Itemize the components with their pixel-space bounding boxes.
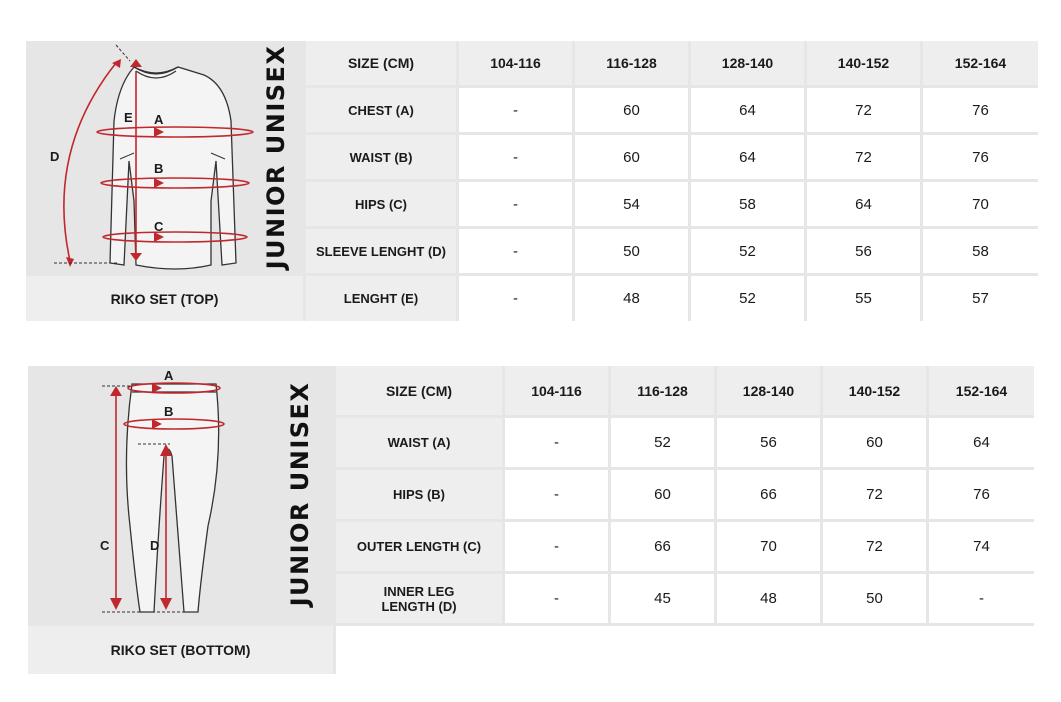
- bottom-header-size-3: 128-140: [717, 366, 820, 415]
- bottom-cell: 66: [717, 470, 820, 519]
- diagram-label-c: C: [100, 538, 110, 553]
- bottom-cell: 72: [823, 470, 926, 519]
- top-cell: 55: [807, 276, 920, 321]
- bottom-cell: 48: [717, 574, 820, 623]
- top-diagram-area: [26, 41, 303, 273]
- top-cell: 58: [923, 229, 1038, 273]
- diagram-label-c: C: [154, 219, 164, 234]
- bottom-cell: 70: [717, 522, 820, 571]
- top-cell: -: [459, 182, 572, 226]
- top-header-size-4: 140-152: [807, 41, 920, 85]
- bottom-cell: 72: [823, 522, 926, 571]
- bottom-cell: -: [505, 470, 608, 519]
- top-cell: 60: [575, 88, 688, 132]
- top-cell: -: [459, 229, 572, 273]
- bottom-diagram-area: [28, 366, 333, 621]
- bottom-cell: 52: [611, 418, 714, 467]
- top-row-label: WAIST (B): [306, 135, 456, 179]
- top-cell: -: [459, 276, 572, 321]
- diagram-label-d: D: [150, 538, 160, 553]
- bottom-row-label: WAIST (A): [336, 418, 502, 467]
- diagram-label-b: B: [154, 161, 164, 176]
- bottom-cell: 45: [611, 574, 714, 623]
- bottom-cell: 64: [929, 418, 1034, 467]
- diagram-label-e: E: [124, 110, 133, 125]
- top-header-size-2: 116-128: [575, 41, 688, 85]
- bottom-header-size: SIZE (CM): [336, 366, 502, 415]
- top-set-name: RIKO SET (TOP): [26, 276, 303, 321]
- top-cell: 52: [691, 229, 804, 273]
- top-row-label: LENGHT (E): [306, 276, 456, 321]
- bottom-header-size-4: 140-152: [823, 366, 926, 415]
- top-header-size-5: 152-164: [923, 41, 1038, 85]
- top-cell: 72: [807, 135, 920, 179]
- top-cell: 70: [923, 182, 1038, 226]
- diagram-label-a: A: [154, 112, 164, 127]
- bottom-header-size-1: 104-116: [505, 366, 608, 415]
- bottom-cell: 60: [823, 418, 926, 467]
- top-cell: 56: [807, 229, 920, 273]
- bottom-cell: -: [505, 418, 608, 467]
- bottom-cell: -: [505, 522, 608, 571]
- top-header-size: SIZE (CM): [306, 41, 456, 85]
- bottom-size-table: [28, 366, 1034, 674]
- top-cell: 48: [575, 276, 688, 321]
- bottom-vertical-title: JUNIOR UNISEX: [286, 381, 314, 607]
- diagram-label-b: B: [164, 404, 174, 419]
- bottom-empty-cell: [336, 626, 1034, 674]
- bottom-cell: 76: [929, 470, 1034, 519]
- top-size-table: [26, 41, 1038, 321]
- bottom-row-label: INNER LEG LENGTH (D): [336, 574, 502, 623]
- bottom-cell: -: [505, 574, 608, 623]
- top-row-label: CHEST (A): [306, 88, 456, 132]
- bottom-cell: 60: [611, 470, 714, 519]
- top-cell: 64: [807, 182, 920, 226]
- bottom-set-name: RIKO SET (BOTTOM): [28, 626, 333, 674]
- top-cell: 52: [691, 276, 804, 321]
- diagram-label-a: A: [164, 368, 174, 383]
- bottom-cell: 66: [611, 522, 714, 571]
- bottom-header-size-2: 116-128: [611, 366, 714, 415]
- bottom-cell: 56: [717, 418, 820, 467]
- bottom-row-label: OUTER LENGTH (C): [336, 522, 502, 571]
- bottom-cell: 74: [929, 522, 1034, 571]
- top-vertical-title: JUNIOR UNISEX: [262, 44, 290, 270]
- top-cell: 64: [691, 88, 804, 132]
- top-cell: -: [459, 135, 572, 179]
- top-cell: 60: [575, 135, 688, 179]
- top-cell: 76: [923, 135, 1038, 179]
- top-cell: 72: [807, 88, 920, 132]
- top-header-size-1: 104-116: [459, 41, 572, 85]
- diagram-label-d: D: [50, 149, 60, 164]
- top-cell: 58: [691, 182, 804, 226]
- top-cell: 54: [575, 182, 688, 226]
- top-cell: 76: [923, 88, 1038, 132]
- top-header-size-3: 128-140: [691, 41, 804, 85]
- top-cell: 57: [923, 276, 1038, 321]
- bottom-row-label: HIPS (B): [336, 470, 502, 519]
- top-cell: -: [459, 88, 572, 132]
- top-row-label: SLEEVE LENGHT (D): [306, 229, 456, 273]
- top-row-label: HIPS (C): [306, 182, 456, 226]
- bottom-cell: 50: [823, 574, 926, 623]
- bottom-cell: -: [929, 574, 1034, 623]
- top-cell: 64: [691, 135, 804, 179]
- bottom-header-size-5: 152-164: [929, 366, 1034, 415]
- top-cell: 50: [575, 229, 688, 273]
